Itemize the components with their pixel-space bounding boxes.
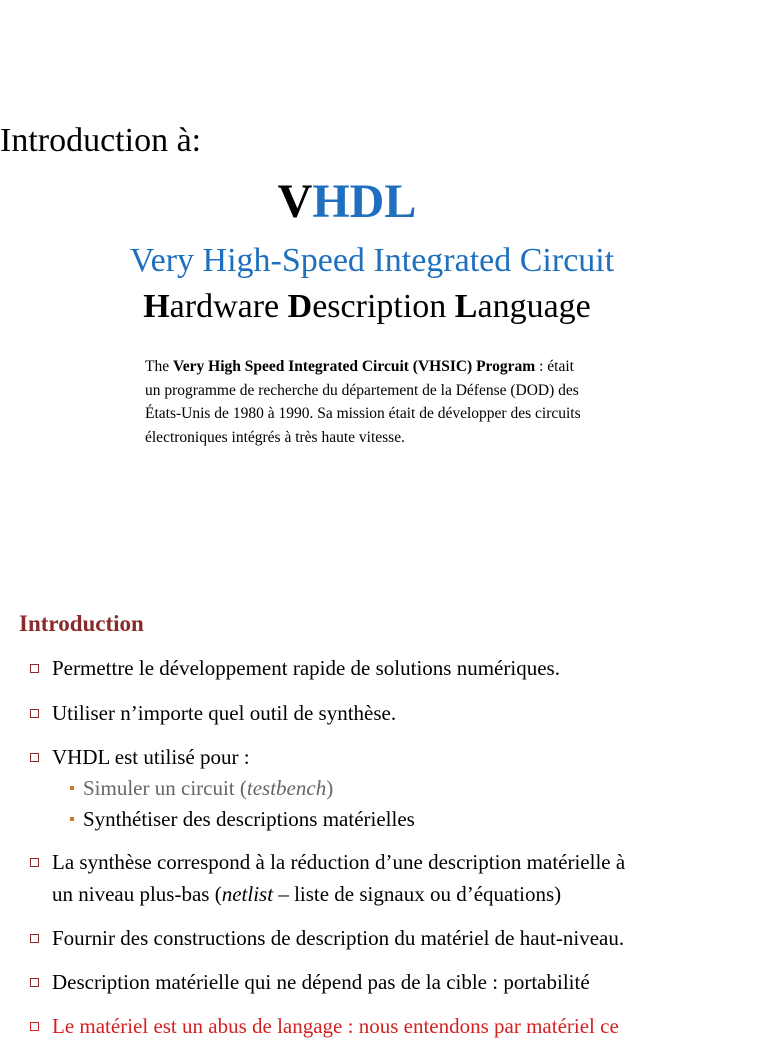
title-rest: HDL (312, 175, 417, 228)
subtitle-vhsic (0, 242, 744, 280)
bullet-text: Fournir des constructions de description du matériel de haut-niveau. (52, 926, 625, 950)
vhsic-description (145, 355, 625, 449)
title-first-letter: V (277, 175, 313, 228)
sub-bullet-text: Synthétiser des descriptions matérielles (83, 807, 415, 831)
checkbox-bullet-icon (30, 1022, 39, 1031)
subtitle2-text-2: escription (312, 288, 455, 325)
desc-line-3: États-Unis de 1980 à 1990. Sa mission était de développer des circuits (145, 405, 581, 422)
bullet-text: Utiliser n’importe quel outil de synthèse. (52, 701, 397, 725)
square-bullet-icon (70, 786, 74, 790)
section-title: Introduction (19, 611, 144, 636)
sub-text-a: Simuler un circuit ( (83, 776, 247, 800)
checkbox-bullet-icon (30, 934, 39, 943)
desc-prefix: The (145, 358, 173, 375)
subtitle-hdl (0, 288, 734, 326)
checkbox-bullet-icon (30, 858, 39, 867)
bullet-text: Description matérielle qui ne dépend pas de la cible : portabilité (52, 970, 590, 994)
sub-bullet-text (83, 772, 333, 804)
subtitle2-text-3: anguage (477, 288, 591, 325)
bullet-text: Permettre le développement rapide de solutions numériques. (52, 656, 560, 680)
subtitle1-cap-v: V (129, 242, 151, 279)
checkbox-bullet-icon (30, 978, 39, 987)
checkbox-bullet-icon (30, 709, 39, 718)
sub-text-b: ) (326, 776, 334, 800)
subtitle2-cap-d: D (287, 288, 313, 325)
vhdl-title (0, 174, 694, 229)
square-bullet-icon (70, 817, 74, 821)
checkbox-bullet-icon (30, 753, 39, 762)
desc-bold-program: Very High Speed Integrated Circuit (VHSIC) Program (172, 358, 536, 375)
desc-line-2: un programme de recherche du département de la Défense (DOD) des (145, 381, 579, 399)
subtitle1-text: ery High-Speed Integrated Circuit (150, 242, 615, 279)
bullet-text: La synthèse correspond à la réduction d’une description matérielle à (52, 850, 626, 874)
b4-text-em: netlist (221, 882, 274, 906)
bullet-text: VHDL est utilisé pour : (52, 745, 250, 769)
desc-line-4: électroniques intégrés à très haute vitesse. (145, 428, 405, 446)
b4-text-b: – liste de signaux ou d’équations) (273, 882, 562, 906)
b4-text-a: un niveau plus-bas ( (52, 882, 222, 906)
subtitle2-cap-l: L (454, 288, 478, 325)
intro-heading: Introduction à: (0, 122, 202, 159)
sub-text-em: testbench (246, 776, 327, 800)
desc-line-1 (145, 355, 625, 379)
subtitle2-text-1: ardware (169, 288, 288, 325)
checkbox-bullet-icon (30, 664, 39, 673)
subtitle2-cap-h: H (143, 288, 170, 325)
desc-line1-rest: : était (535, 358, 574, 375)
bullet-text: Le matériel est un abus de langage : nous entendons par matériel ce (52, 1014, 619, 1038)
bullet-text (52, 878, 561, 910)
